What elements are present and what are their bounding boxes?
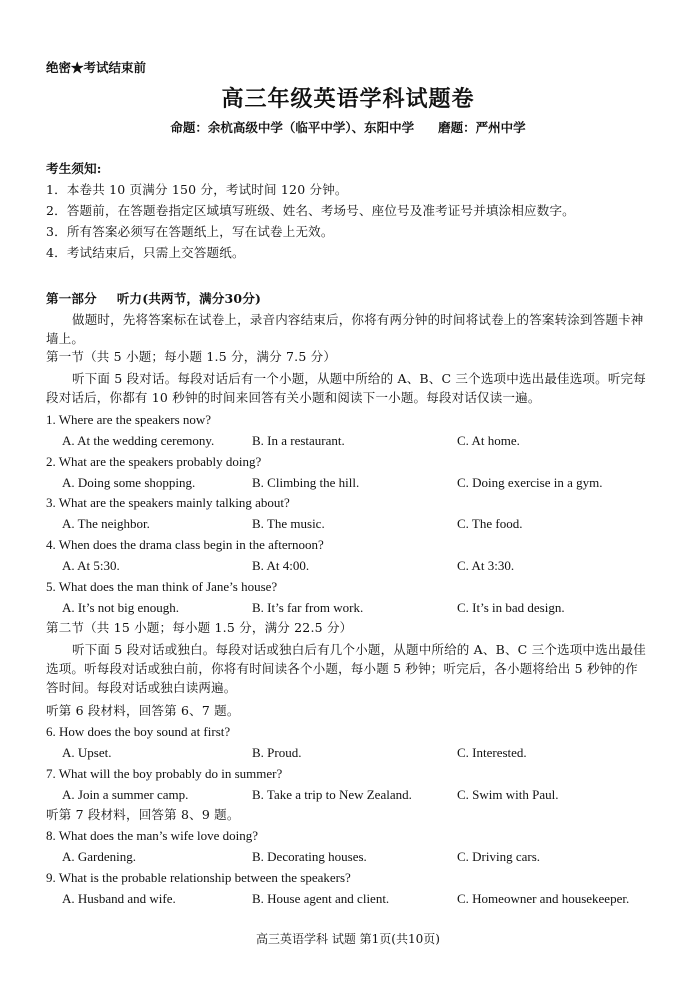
material-7-note: 听第 7 段材料，回答第 8、9 题。 — [46, 807, 240, 822]
option-a: A. At the wedding ceremony. — [62, 433, 215, 448]
option-b: B. The music. — [252, 516, 325, 531]
option-c: C. Homeowner and housekeeper. — [457, 891, 630, 906]
option-b: B. In a restaurant. — [252, 433, 345, 448]
option-b: B. Proud. — [252, 745, 302, 760]
option-c: C. At home. — [457, 433, 520, 448]
question-5: 5. What does the man think of Jane’s house? — [46, 579, 278, 594]
question-1: 1. Where are the speakers now? — [46, 412, 212, 427]
question-4: 4. When does the drama class begin in the afternoon? — [46, 537, 324, 552]
section2-heading: 第二节（共 15 小题；每小题 1.5 分，满分 22.5 分） — [46, 620, 353, 635]
option-a: A. Upset. — [62, 745, 112, 760]
confidential-note: 绝密★考试结束前 — [46, 60, 147, 75]
question-6: 6. How does the boy sound at first? — [46, 724, 231, 739]
question-8: 8. What does the man’s wife love doing? — [46, 828, 259, 843]
notice-heading: 考生须知: — [46, 161, 102, 176]
notice-item: 3．所有答案必须写在答题纸上，写在试卷上无效。 — [46, 224, 334, 239]
option-a: A. Doing some shopping. — [62, 475, 196, 490]
subtitle — [0, 118, 696, 136]
option-c: C. Interested. — [457, 745, 527, 760]
proposer-text: 命题：余杭高级中学（临平中学）、东阳中学 — [170, 120, 415, 135]
option-c: C. Doing exercise in a gym. — [457, 475, 603, 490]
option-b: B. House agent and client. — [252, 891, 390, 906]
part1-heading-b: 听力(共两节，满分30分) — [116, 291, 262, 306]
notice-item: 2．答题前，在答题卷指定区域填写班级、姓名、考场号、座位号及准考证号并填涂相应数字。 — [46, 203, 575, 218]
part1-heading-a: 第一部分 — [46, 291, 97, 306]
question-9: 9. What is the probable relationship between the speakers? — [46, 870, 351, 885]
reviewer-text: 磨题：严州中学 — [438, 120, 526, 135]
page-title: 高三年级英语学科试题卷 — [221, 86, 475, 112]
part1-heading — [46, 290, 261, 308]
option-a: A. It’s not big enough. — [62, 600, 179, 615]
question-7: 7. What will the boy probably do in summer? — [46, 766, 283, 781]
section2-instructions: 听下面 5 段对话或独白。每段对话或独白后有几个小题，从题中所给的 A、B、C 三个选项中选出最佳选项。听每段对话或独白前，你将有时间读各个小题，每小题 5 秒钟；听完后，各小题将给出 5 秒钟的作答时间。每段对话或独白读两遍。 — [46, 642, 646, 695]
section1-instructions: 听下面 5 段对话。每段对话后有一个小题，从题中所给的 A、B、C 三个选项中选出最佳选项。听完每段对话后，你都有 10 秒钟的时间来回答有关小题和阅读下一小题。每段对话仅读一遍。 — [46, 371, 646, 405]
option-c: C. At 3:30. — [457, 558, 515, 573]
page-footer: 高三英语学科 试题 第1页(共10页) — [256, 932, 440, 946]
question-2: 2. What are the speakers probably doing? — [46, 454, 262, 469]
option-c: C. It’s in bad design. — [457, 600, 565, 615]
option-c: C. The food. — [457, 516, 523, 531]
option-b: B. At 4:00. — [252, 558, 310, 573]
option-a: A. The neighbor. — [62, 516, 150, 531]
option-b: B. Take a trip to New Zealand. — [252, 787, 412, 802]
question-3: 3. What are the speakers mainly talking about? — [46, 495, 290, 510]
part1-intro: 做题时，先将答案标在试卷上，录音内容结束后，你将有两分钟的时间将试卷上的答案转涂到答题卡神墙上。 — [46, 312, 644, 346]
option-a: A. Husband and wife. — [62, 891, 176, 906]
notice-item: 1．本卷共 10 页满分 150 分，考试时间 120 分钟。 — [46, 182, 348, 197]
section1-heading: 第一节（共 5 小题；每小题 1.5 分，满分 7.5 分） — [46, 349, 337, 364]
option-b: B. Decorating houses. — [252, 849, 367, 864]
option-a: A. Join a summer camp. — [62, 787, 189, 802]
material-6-note: 听第 6 段材料，回答第 6、7 题。 — [46, 703, 240, 718]
option-b: B. It’s far from work. — [252, 600, 364, 615]
option-c: C. Driving cars. — [457, 849, 541, 864]
option-c: C. Swim with Paul. — [457, 787, 559, 802]
notice-item: 4．考试结束后，只需上交答题纸。 — [46, 245, 245, 260]
option-a: A. At 5:30. — [62, 558, 120, 573]
option-b: B. Climbing the hill. — [252, 475, 360, 490]
option-a: A. Gardening. — [62, 849, 137, 864]
